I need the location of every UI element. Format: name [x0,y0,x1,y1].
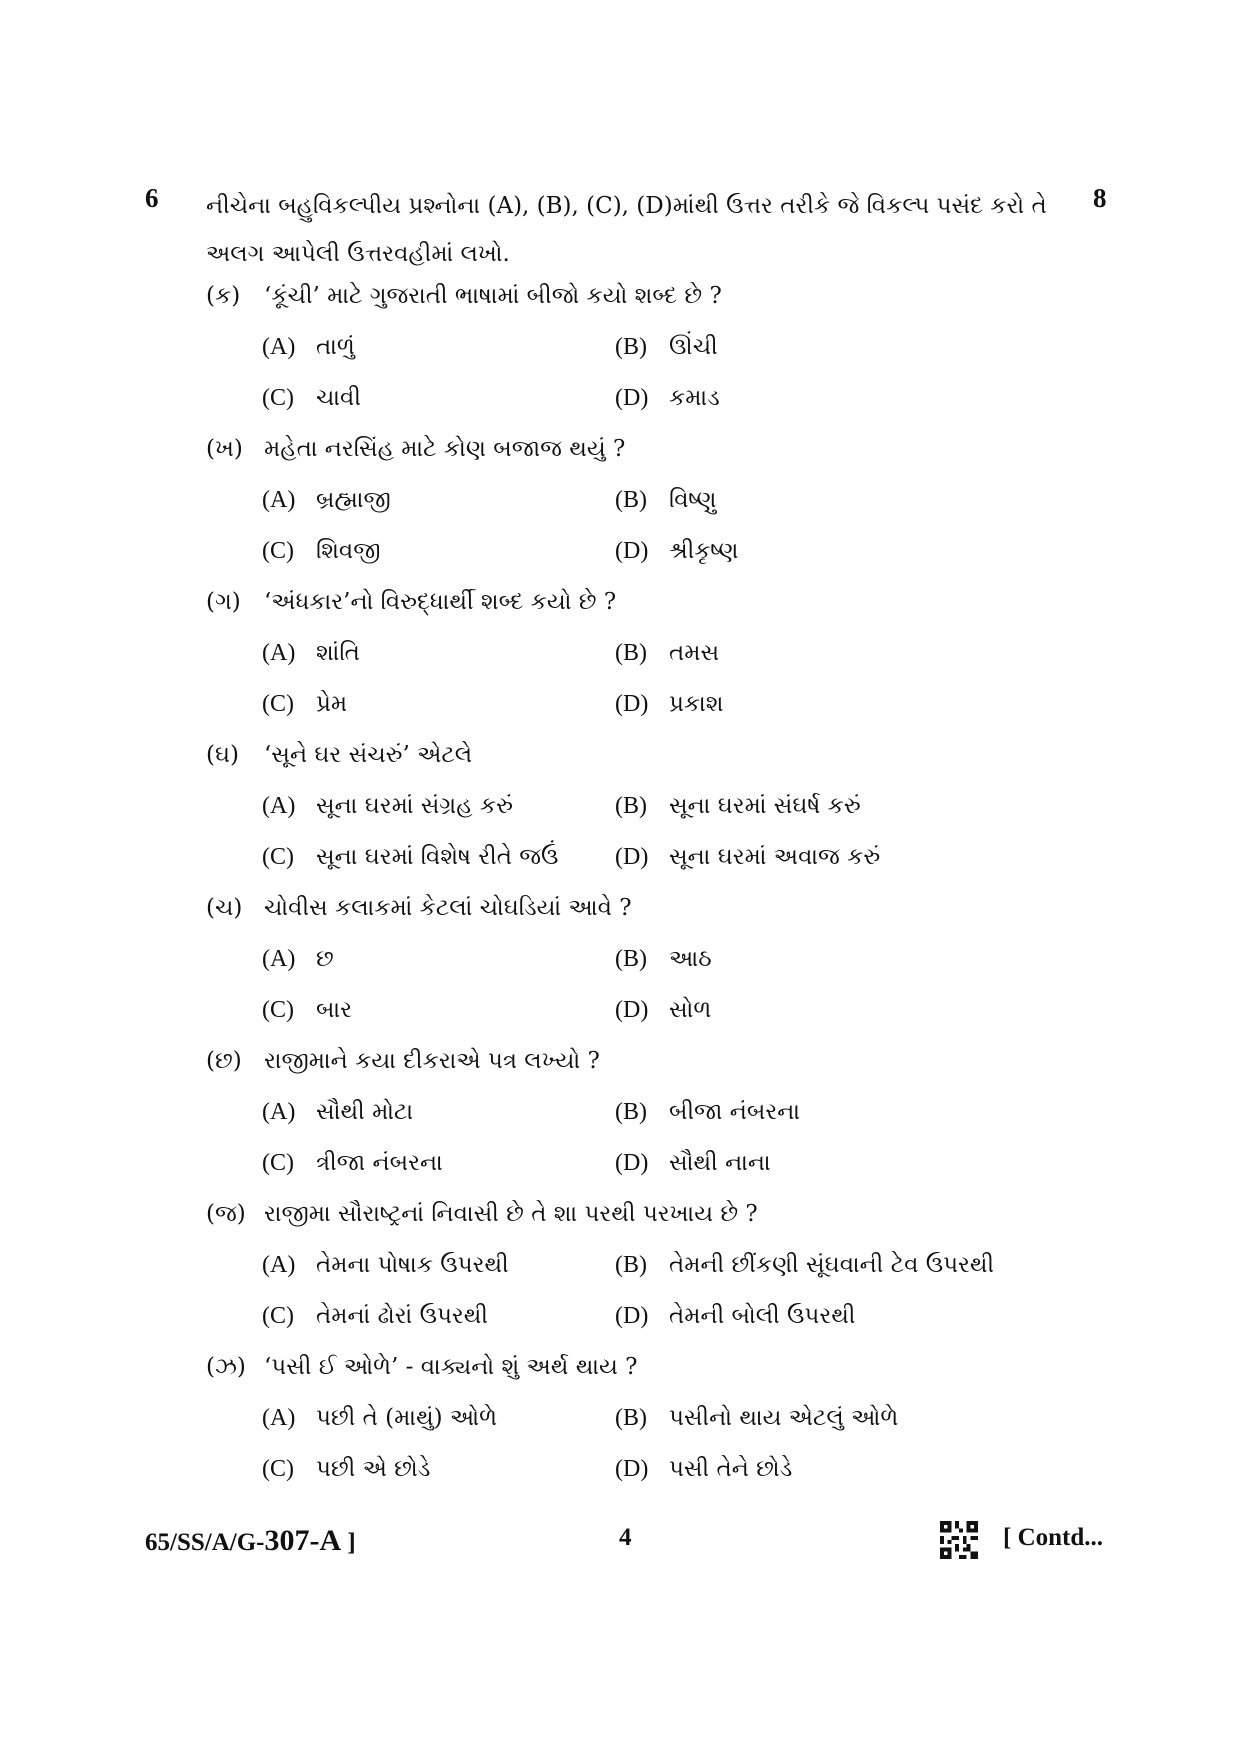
option-letter: (B) [615,334,647,360]
subquestion [206,436,625,462]
subquestion [206,1048,600,1074]
option-text: પ્રેમ [316,691,348,717]
option-letter: (C) [262,997,294,1023]
option-text: બીજા નંબરના [669,1099,801,1125]
option-text: શાંતિ [316,640,360,666]
subquestion-label: (ગ) [206,589,241,615]
option [262,793,513,820]
option-letter: (B) [615,946,647,972]
footer-code [145,1524,356,1558]
footer-code-suffix: ] [341,1529,356,1556]
subquestion-label: (ઝ) [206,1354,246,1380]
page-number: 4 [619,1524,632,1551]
option-text: સૂના ઘરમાં અવાજ કરું [669,844,881,870]
option [615,640,719,667]
option-text: કમાડ [669,385,720,411]
option [615,385,720,412]
subquestion [206,589,616,615]
option [262,946,334,973]
option-letter: (D) [615,844,649,870]
footer-code-prefix: 65/SS/A/G- [145,1529,265,1556]
option-letter: (C) [262,691,294,717]
option [262,640,360,667]
option-text: પછી એ છોડે [316,1456,431,1482]
option-letter: (B) [615,1405,647,1431]
option-text: શ્રીકૃષ્ણ [669,538,739,564]
option [262,1252,509,1279]
option [262,487,391,514]
option [615,1150,771,1177]
option [615,946,712,973]
subquestion-label: (ક) [206,283,241,309]
option-letter: (D) [615,997,649,1023]
subquestion-text: ‘અંધકાર’નો વિરુદ્ધાર્થી શબ્દ કયો છે ? [264,589,617,615]
subquestion [206,1201,758,1227]
option-letter: (A) [262,487,296,513]
option-letter: (A) [262,946,296,972]
option [615,844,880,871]
option-letter: (D) [615,1456,649,1482]
option-text: તેમનાં ઢોરાં ઉપરથી [316,1303,489,1329]
subquestion-label: (ઘ) [206,742,239,768]
option [615,1405,898,1432]
subquestion-text: ‘કૂંચી’ માટે ગુજરાતી ભાષામાં બીજો કયો શબ્દ છે ? [264,283,722,309]
subquestion-text: ‘પસી ઈ ઓળે’ - વાક્યનો શું અર્થ થાય ? [264,1354,638,1380]
question-instruction: નીચેના બહુવિકલ્પીય પ્રશ્નોના (A), (B), (C), (D)માંથી ઉત્તર તરીકે જે વિકલ્પ પસંદ કરો તે અલગ આપેલી ઉત્તરવહીમાં લખો. [206,193,1047,267]
option-text: પછી તે (માથું) ઓળે [316,1405,498,1431]
subquestion [206,1354,637,1380]
option [262,997,352,1024]
subquestion-label: (છ) [206,1048,242,1074]
subquestion-text: રાજીમાને કયા દીકરાએ પત્ર લખ્યો ? [264,1048,600,1074]
option-text: છ [316,946,334,972]
option [262,1150,443,1177]
option [615,1456,792,1483]
option-text: સોળ [669,997,712,1023]
option-letter: (B) [615,487,647,513]
option-letter: (C) [262,385,294,411]
option [615,1099,800,1126]
option-letter: (A) [262,1099,296,1125]
option-text: બ્રહ્માજી [316,487,391,513]
option-text: આઠ [669,946,712,972]
option [262,385,361,412]
option-text: ચાવી [316,385,361,411]
option [262,1303,488,1330]
option [262,1456,430,1483]
footer-code-main: 307-A [264,1524,342,1557]
option-letter: (C) [262,538,294,564]
option [262,1099,413,1126]
option-text: સૌથી નાના [669,1150,771,1176]
option-text: સૂના ઘરમાં સંઘર્ષ કરું [669,793,861,819]
option-text: તેમની બોલી ઉપરથી [669,1303,856,1329]
option-letter: (D) [615,691,649,717]
option-letter: (B) [615,1099,647,1125]
option-letter: (A) [262,1405,296,1431]
question-marks: 8 [1093,183,1107,213]
option-letter: (D) [615,1303,649,1329]
option-letter: (A) [262,334,296,360]
option-letter: (C) [262,1456,294,1482]
option-text: પસી તેને છોડે [669,1456,793,1482]
subquestion-label: (ખ) [206,436,243,462]
option-text: ઊંચી [669,334,718,360]
option [615,691,724,718]
qr-code-icon [940,1521,978,1559]
option-text: તેમના પોષાક ઉપરથી [316,1252,509,1278]
question-number: 6 [145,183,159,213]
option-text: તમસ [669,640,720,666]
subquestion-text: ચોવીસ કલાકમાં કેટલાં ચોઘડિયાં આવે ? [264,895,632,921]
option-letter: (C) [262,1150,294,1176]
subquestion [206,742,472,768]
option-text: પસીનો થાય એટલું ઓળે [669,1405,899,1431]
option-letter: (B) [615,1252,647,1278]
option [262,334,355,361]
option-letter: (C) [262,844,294,870]
option-text: તાળું [316,334,355,360]
option-letter: (D) [615,385,649,411]
option-text: પ્રકાશ [669,691,724,717]
option-letter: (B) [615,793,647,819]
option [615,997,711,1024]
option-letter: (A) [262,793,296,819]
subquestion [206,895,632,921]
option-letter: (C) [262,1303,294,1329]
option [615,538,738,565]
option-text: બાર [316,997,352,1023]
option-letter: (A) [262,640,296,666]
option-text: ત્રીજા નંબરના [316,1150,443,1176]
subquestion-text: ‘સૂને ઘર સંચરું’ એટલે [264,742,473,768]
option-text: વિષ્ણુ [669,487,717,513]
option [615,487,716,514]
subquestion [206,283,722,309]
option-letter: (D) [615,538,649,564]
option [615,334,718,361]
option [262,844,558,871]
subquestion-text: મહેતા નરસિંહ માટે કોણ બજાજ થયું ? [264,436,626,462]
continued-note: [ Contd... [1003,1524,1104,1551]
option [262,1405,497,1432]
subquestion-text: રાજીમા સૌરાષ્ટ્રનાં નિવાસી છે તે શા પરથી પરખાય છે ? [264,1201,758,1227]
option-letter: (D) [615,1150,649,1176]
option [262,538,381,565]
option-letter: (A) [262,1252,296,1278]
option [615,1252,994,1279]
option [615,793,861,820]
option-letter: (B) [615,640,647,666]
option-text: સૂના ઘરમાં સંગ્રહ કરું [316,793,513,819]
option-text: તેમની છીંકણી સૂંઘવાની ટેવ ઉપરથી [669,1252,995,1278]
subquestion-label: (ચ) [206,895,243,921]
option-text: સૌથી મોટા [316,1099,414,1125]
option-text: શિવજી [316,538,381,564]
option [262,691,347,718]
option [615,1303,855,1330]
subquestion-label: (જ) [206,1201,246,1227]
option-text: સૂના ઘરમાં વિશેષ રીતે જઉં [316,844,559,870]
